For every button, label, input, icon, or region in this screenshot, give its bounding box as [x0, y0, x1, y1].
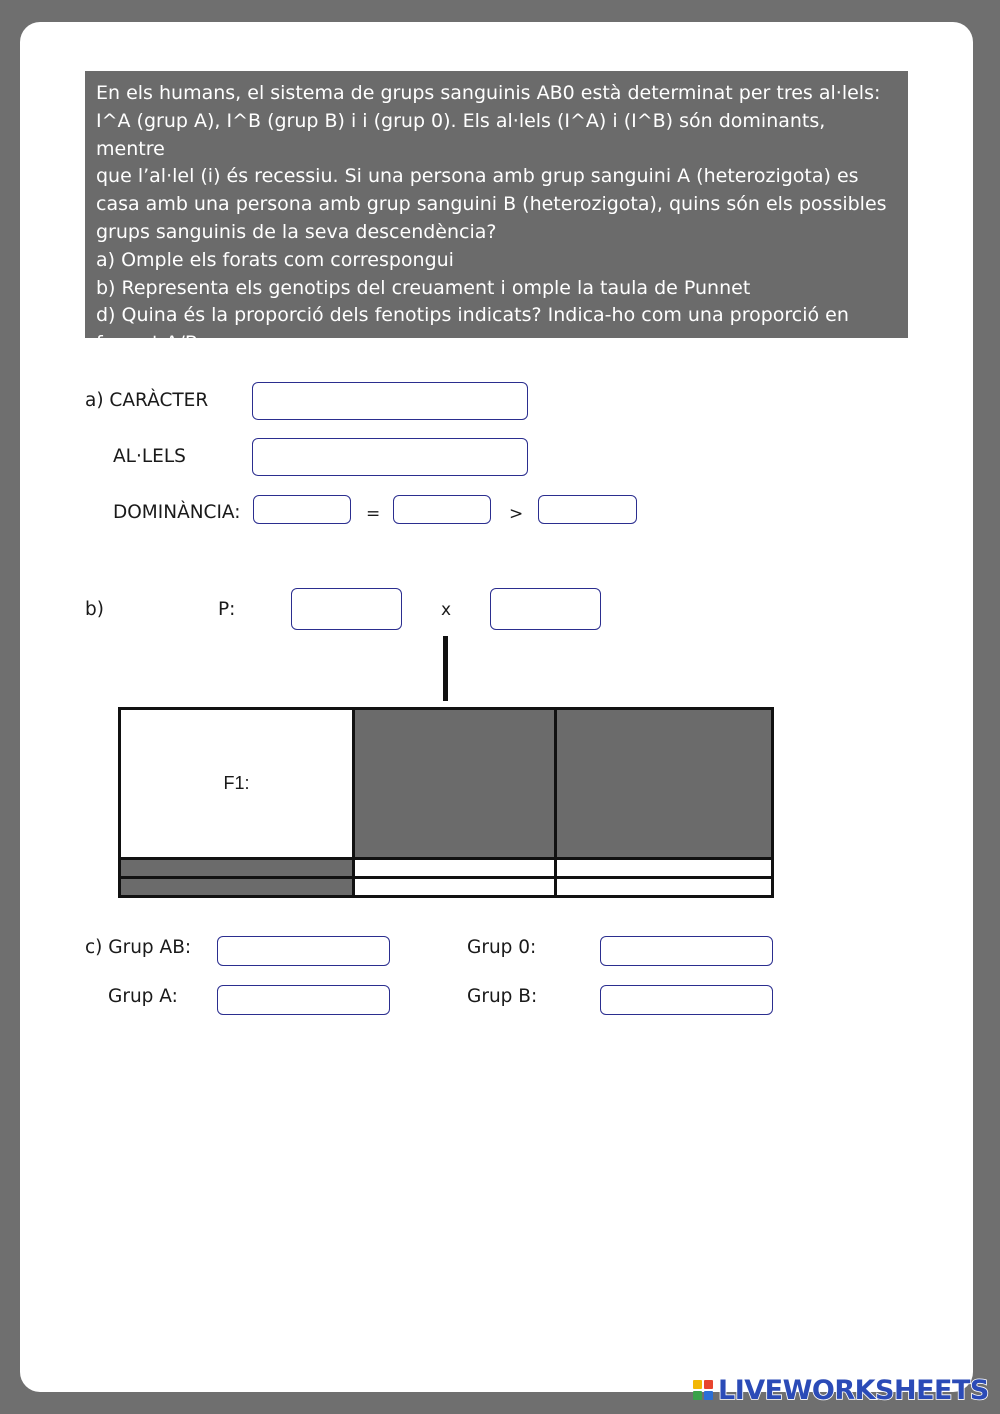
dominance-input-1[interactable] — [253, 495, 351, 524]
instruction-line: que l’al·lel (i) és recessiu. Si una persona amb grup sanguini A (heterozigota) es — [96, 165, 859, 188]
character-input[interactable] — [252, 382, 528, 420]
gamete-header-cell[interactable] — [354, 709, 556, 859]
gamete-row-cell[interactable] — [120, 859, 354, 878]
alleles-input[interactable] — [252, 438, 528, 476]
alleles-label: AL·LELS — [113, 446, 186, 467]
logo-text: LIVEWORKSHEETS — [718, 1374, 989, 1406]
liveworksheets-logo — [693, 1374, 989, 1406]
instruction-line: casa amb una persona amb grup sanguini B (heterozigota), quins són els possibles — [96, 193, 887, 216]
cross-symbol: x — [441, 600, 452, 620]
punnett-table — [118, 707, 774, 898]
cross-connector-line — [443, 636, 448, 701]
punnett-cell[interactable] — [354, 859, 556, 878]
dominance-input-3[interactable] — [538, 495, 637, 524]
instructions-panel — [85, 71, 908, 355]
gamete-row-cell[interactable] — [120, 878, 354, 897]
punnett-cell[interactable] — [556, 878, 773, 897]
group-0-input[interactable] — [600, 936, 773, 966]
parent-2-input[interactable] — [490, 588, 601, 630]
f1-header-cell: F1: — [120, 709, 354, 859]
group-ab-input[interactable] — [217, 936, 390, 966]
dominance-input-2[interactable] — [393, 495, 491, 524]
group-a-input[interactable] — [217, 985, 390, 1015]
punnett-cell[interactable] — [354, 878, 556, 897]
instruction-line: format A/B — [96, 332, 198, 355]
greater-than-symbol: > — [509, 504, 524, 524]
parent-1-input[interactable] — [291, 588, 402, 630]
dominance-label: DOMINÀNCIA: — [113, 502, 241, 523]
section-b-label: b) — [85, 599, 104, 620]
group-b-label: Grup B: — [467, 986, 538, 1007]
group-0-label: Grup 0: — [467, 937, 537, 958]
instruction-line: En els humans, el sistema de grups sanguinis AB0 està determinat per tres al·lels: — [96, 82, 881, 104]
punnett-cell[interactable] — [556, 859, 773, 878]
parents-label: P: — [218, 599, 236, 620]
gamete-header-cell[interactable] — [556, 709, 773, 859]
instruction-line: a) Omple els forats com correspongui — [96, 248, 454, 271]
group-ab-label: c) Grup AB: — [85, 937, 192, 958]
equals-symbol: = — [366, 504, 381, 524]
group-b-input[interactable] — [600, 985, 773, 1015]
instruction-line: d) Quina és la proporció dels fenotips indicats? Indica-ho com una proporció en — [96, 304, 849, 327]
logo-mark-icon — [693, 1380, 713, 1400]
instruction-line: I^A (grup A), I^B (grup B) i i (grup 0). Els al·lels (I^A) i (I^B) són dominants, mentre — [96, 109, 826, 160]
instruction-line: grups sanguinis de la seva descendència? — [96, 220, 497, 243]
character-label: a) CARÀCTER — [85, 390, 209, 411]
group-a-label: Grup A: — [108, 986, 178, 1007]
instruction-line: b) Representa els genotips del creuament i omple la taula de Punnet — [96, 276, 751, 299]
